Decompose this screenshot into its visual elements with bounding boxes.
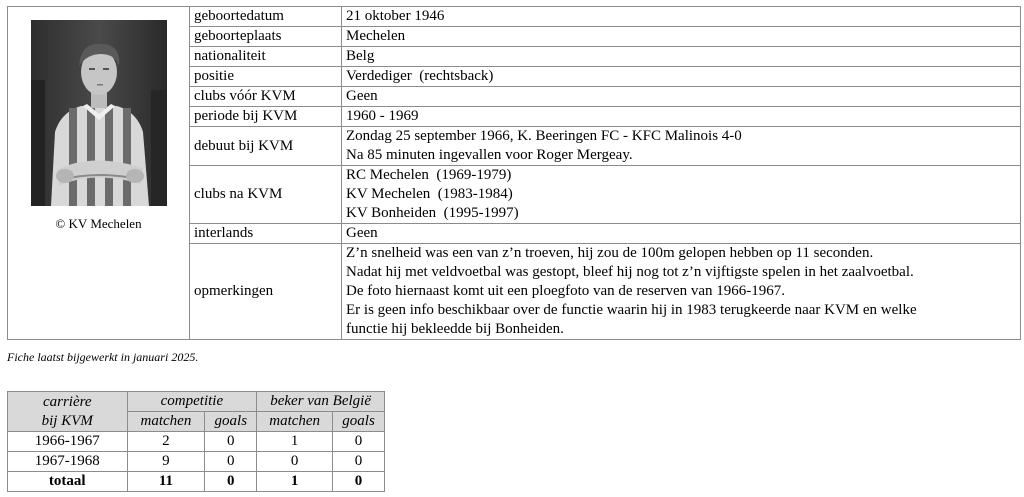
value-birthplace: Mechelen bbox=[342, 27, 1021, 47]
value-cell: 0 bbox=[333, 432, 385, 452]
photo-cell bbox=[8, 7, 190, 340]
debut-line: Na 85 minuten ingevallen voor Roger Mergeay. bbox=[346, 147, 633, 163]
value-position: Verdediger (rechtsback) bbox=[342, 67, 1021, 87]
value-clubs-before: Geen bbox=[342, 87, 1021, 107]
value-cell: 2 bbox=[127, 432, 205, 452]
value-cell: 0 bbox=[333, 452, 385, 472]
label-nationality: nationaliteit bbox=[190, 47, 342, 67]
remark-line: De foto hiernaast komt uit een ploegfoto van de reserven van 1966-1967. bbox=[346, 283, 786, 299]
career-corner-header bbox=[8, 392, 128, 432]
remark-line: functie hij bekleedde bij Bonheiden. bbox=[346, 321, 564, 337]
total-value: 0 bbox=[205, 472, 257, 492]
club-line: RC Mechelen (1969-1979) bbox=[346, 167, 512, 183]
label-period: periode bij KVM bbox=[190, 107, 342, 127]
total-value: 11 bbox=[127, 472, 205, 492]
total-label: totaal bbox=[8, 472, 128, 492]
cup-header: beker van België bbox=[257, 392, 385, 412]
season-cell: 1967-1968 bbox=[8, 452, 128, 472]
remark-line: Er is geen info beschikbaar over de functie waarin hij in 1983 terugkeerde naar KVM en welke bbox=[346, 302, 917, 318]
photo-container bbox=[8, 7, 189, 233]
club-line: KV Bonheiden (1995-1997) bbox=[346, 205, 519, 221]
value-cell: 0 bbox=[257, 452, 333, 472]
value-period: 1960 - 1969 bbox=[342, 107, 1021, 127]
player-photo bbox=[31, 20, 167, 206]
label-birthdate: geboortedatum bbox=[190, 7, 342, 27]
info-row bbox=[8, 7, 1021, 27]
total-value: 1 bbox=[257, 472, 333, 492]
value-cell: 0 bbox=[205, 452, 257, 472]
total-value: 0 bbox=[333, 472, 385, 492]
label-debut: debuut bij KVM bbox=[190, 127, 342, 166]
cup-goals-header: goals bbox=[333, 412, 385, 432]
label-birthplace: geboorteplaats bbox=[190, 27, 342, 47]
table-row bbox=[8, 432, 385, 452]
value-cell: 1 bbox=[257, 432, 333, 452]
season-cell: 1966-1967 bbox=[8, 432, 128, 452]
remark-line: Z’n snelheid was een van z’n troeven, hij zou de 100m gelopen hebben op 11 seconden. bbox=[346, 245, 874, 261]
label-remarks: opmerkingen bbox=[190, 244, 342, 340]
last-updated-note: Fiche laatst bijgewerkt in januari 2025. bbox=[7, 350, 199, 364]
competition-goals-header: goals bbox=[205, 412, 257, 432]
total-row bbox=[8, 472, 385, 492]
value-birthdate: 21 oktober 1946 bbox=[342, 7, 1021, 27]
competition-header: competitie bbox=[127, 392, 257, 412]
photo-caption: © KV Mechelen bbox=[55, 216, 142, 231]
remark-line: Nadat hij met veldvoetbal was gestopt, bleef hij nog tot z’n vijftigste spelen in het zaalvoetbal. bbox=[346, 264, 914, 280]
competition-matches-header: matchen bbox=[127, 412, 205, 432]
table-row bbox=[8, 452, 385, 472]
value-remarks bbox=[342, 244, 1021, 340]
debut-line: Zondag 25 september 1966, K. Beeringen FC - KFC Malinois 4-0 bbox=[346, 128, 742, 144]
value-clubs-after bbox=[342, 166, 1021, 224]
label-clubs-before: clubs vóór KVM bbox=[190, 87, 342, 107]
value-cell: 9 bbox=[127, 452, 205, 472]
cup-matches-header: matchen bbox=[257, 412, 333, 432]
value-caps: Geen bbox=[342, 224, 1021, 244]
corner-line: carrière bbox=[42, 393, 92, 410]
label-clubs-after: clubs na KVM bbox=[190, 166, 342, 224]
label-position: positie bbox=[190, 67, 342, 87]
value-debut bbox=[342, 127, 1021, 166]
corner-line: bij KVM bbox=[41, 412, 93, 429]
career-stats-table bbox=[7, 391, 385, 492]
value-cell: 0 bbox=[205, 432, 257, 452]
club-line: KV Mechelen (1983-1984) bbox=[346, 186, 513, 202]
value-nationality: Belg bbox=[342, 47, 1021, 67]
career-header-row bbox=[8, 392, 385, 412]
player-info-table bbox=[7, 6, 1021, 340]
label-caps: interlands bbox=[190, 224, 342, 244]
